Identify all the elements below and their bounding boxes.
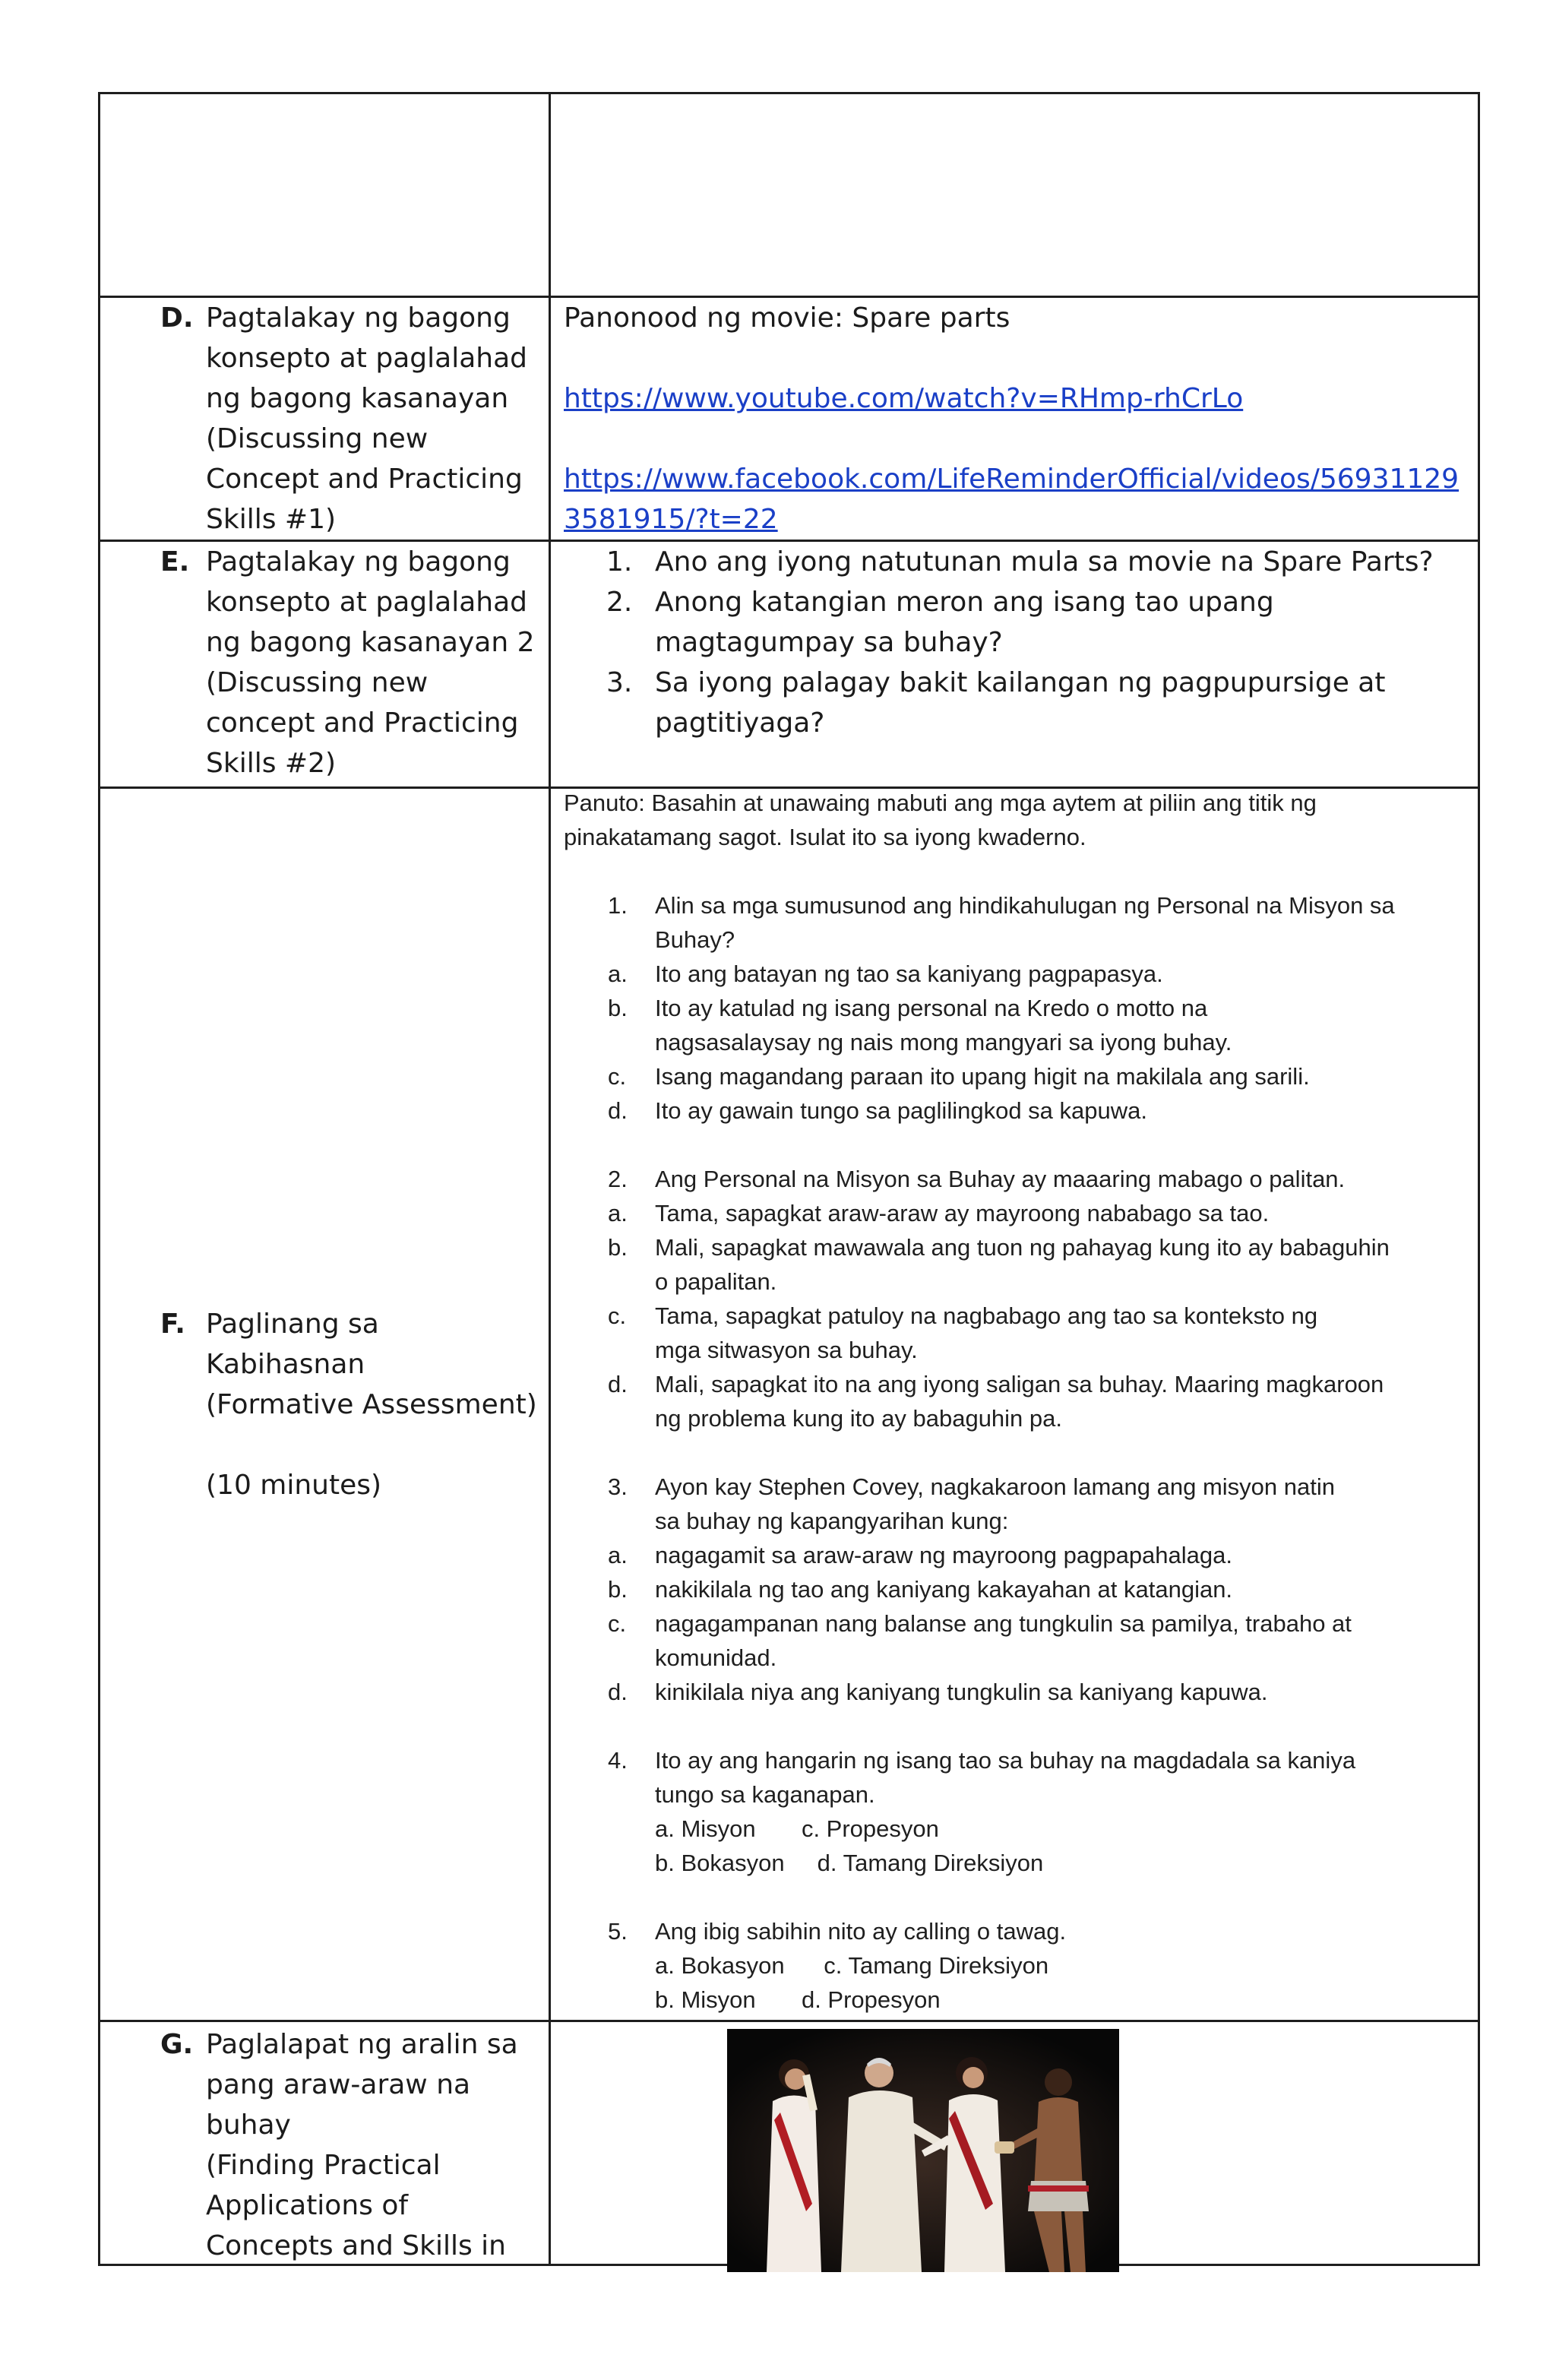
label-line: Paglinang sa <box>206 1309 379 1340</box>
label-line: buhay <box>206 2109 291 2141</box>
label-line: ng bagong kasanayan 2 <box>206 627 535 658</box>
item-stem: Buhay? <box>655 926 735 953</box>
choice-text: mga sitwasyon sa buhay. <box>655 1337 918 1363</box>
choice-text: Ito ay gawain tungo sa paglilingkod sa kapuwa. <box>655 1097 1147 1124</box>
choice-text: Tama, sapagkat patuloy na nagbabago ang tao sa konteksto ng <box>655 1302 1318 1329</box>
row-letter: E. <box>160 546 190 578</box>
choice-mark: b. <box>608 1234 628 1261</box>
label-line: pang araw-araw na <box>206 2069 471 2100</box>
question-number: 3. <box>606 667 633 698</box>
facebook-link-line2[interactable]: 3581915/?t=22 <box>564 504 778 535</box>
choice-mark: d. <box>608 1679 628 1705</box>
question-text: Ano ang iyong natutunan mula sa movie na Spare Parts? <box>655 546 1434 578</box>
choice-text: kinikilala niya ang kaniyang tungkulin sa kaniyang kapuwa. <box>655 1679 1268 1705</box>
item-number: 3. <box>608 1473 628 1500</box>
label-line: (Formative Assessment) <box>206 1389 537 1420</box>
choice-text: komunidad. <box>655 1644 777 1671</box>
label-line: konsepto at paglalahad <box>206 343 527 374</box>
label-line: Pagtalakay ng bagong <box>206 546 511 578</box>
question-text: magtagumpay sa buhay? <box>655 627 1003 658</box>
award-ceremony-photo <box>727 2029 1119 2272</box>
item-number: 1. <box>608 892 628 919</box>
label-line: Paglalapat ng aralin sa <box>206 2029 518 2060</box>
label-line: (Discussing new <box>206 423 429 454</box>
row-divider <box>98 2020 1480 2022</box>
label-line: (Finding Practical <box>206 2150 441 2181</box>
choice-text: Mali, sapagkat mawawala ang tuon ng pahayag kung ito ay babaguhin <box>655 1234 1390 1261</box>
choice-mark: b. <box>608 1576 628 1603</box>
item-number: 5. <box>608 1918 628 1945</box>
label-line: (Discussing new <box>206 667 429 698</box>
row-letter: G. <box>160 2029 194 2060</box>
choice-text: nakikilala ng tao ang kaniyang kakayahan at katangian. <box>655 1576 1233 1603</box>
option-row: b. Misyon d. Propesyon <box>655 1986 941 2013</box>
row-d-content <box>0 298 1556 541</box>
item-stem: Ito ay ang hangarin ng isang tao sa buhay na magdadala sa kaniya <box>655 1747 1356 1774</box>
choice-text: Ito ang batayan ng tao sa kaniyang pagpapasya. <box>655 961 1163 987</box>
question-text: Anong katangian meron ang isang tao upang <box>655 587 1274 618</box>
choice-mark: b. <box>608 995 628 1021</box>
option-row: a. Misyon c. Propesyon <box>655 1815 939 1842</box>
item-number: 4. <box>608 1747 628 1774</box>
choice-mark: a. <box>608 1542 628 1568</box>
label-line: Skills #2) <box>206 748 337 779</box>
item-stem: tungo sa kaganapan. <box>655 1781 875 1808</box>
choice-text: Tama, sapagkat araw-araw ay mayroong nababago sa tao. <box>655 1200 1270 1226</box>
table-border-top <box>98 92 1480 94</box>
question-text: pagtitiyaga? <box>655 707 825 739</box>
label-line: Concepts and Skills in <box>206 2230 506 2261</box>
question-number: 1. <box>606 546 633 578</box>
row-e-questions <box>0 542 1556 785</box>
choice-text: ng problema kung ito ay babaguhin pa. <box>655 1405 1063 1432</box>
item-stem: Alin sa mga sumusunod ang hindikahulugan ng Personal na Misyon sa <box>655 892 1395 919</box>
label-line: konsepto at paglalahad <box>206 587 527 618</box>
row-g-label <box>98 2024 546 2275</box>
row-label-text <box>206 2024 540 2266</box>
item-stem: Ang ibig sabihin nito ay calling o tawag. <box>655 1918 1067 1945</box>
choice-text: o papalitan. <box>655 1268 777 1295</box>
instructions-line: Panuto: Basahin at unawaing mabuti ang mga aytem at piliin ang titik ng <box>564 790 1317 816</box>
item-stem: Ayon kay Stephen Covey, nagkakaroon lamang ang misyon natin <box>655 1473 1335 1500</box>
option-row: a. Bokasyon c. Tamang Direksiyon <box>655 1952 1049 1979</box>
question-text: Sa iyong palagay bakit kailangan ng pagpupursige at <box>655 667 1386 698</box>
youtube-link[interactable]: https://www.youtube.com/watch?v=RHmp-rhCrLo <box>564 383 1244 414</box>
label-line: concept and Practicing <box>206 707 519 739</box>
choice-text: nagagampanan nang balanse ang tungkulin sa pamilya, trabaho at <box>655 1610 1352 1637</box>
question-number: 2. <box>606 587 633 618</box>
formative-assessment <box>0 786 1556 2017</box>
movie-title: Panonood ng movie: Spare parts <box>564 302 1010 334</box>
facebook-link-line1[interactable]: https://www.facebook.com/LifeReminderOfficial/videos/56931129 <box>564 464 1460 495</box>
item-stem: Ang Personal na Misyon sa Buhay ay maaaring mabago o palitan. <box>655 1166 1346 1192</box>
label-line: Pagtalakay ng bagong <box>206 302 511 334</box>
choice-text: Mali, sapagkat ito na ang iyong saligan sa buhay. Maaring magkaroon <box>655 1371 1384 1397</box>
choice-mark: d. <box>608 1371 628 1397</box>
choice-mark: a. <box>608 1200 628 1226</box>
choice-mark: c. <box>608 1063 627 1090</box>
option-row: b. Bokasyon d. Tamang Direksiyon <box>655 1850 1044 1876</box>
label-line: Concept and Practicing <box>206 464 523 495</box>
choice-text: Ito ay katulad ng isang personal na Kredo o motto na <box>655 995 1208 1021</box>
label-time: (10 minutes) <box>206 1470 382 1501</box>
choice-text: nagsasalaysay ng nais mong mangyari sa iyong buhay. <box>655 1029 1232 1055</box>
choice-text: Isang magandang paraan ito upang higit na makilala ang sarili. <box>655 1063 1310 1090</box>
choice-mark: a. <box>608 961 628 987</box>
instructions-line: pinakatamang sagot. Isulat ito sa iyong kwaderno. <box>564 824 1086 850</box>
label-line: Applications of <box>206 2190 409 2221</box>
label-line: ng bagong kasanayan <box>206 383 509 414</box>
choice-mark: d. <box>608 1097 628 1124</box>
label-line: Skills #1) <box>206 504 337 535</box>
item-number: 2. <box>608 1166 628 1192</box>
choice-mark: c. <box>608 1610 627 1637</box>
award-ceremony-illustration <box>727 2029 1119 2272</box>
award-object <box>995 2141 1014 2154</box>
choice-text: nagagamit sa araw-araw ng mayroong pagpapahalaga. <box>655 1542 1232 1568</box>
label-line: Kabihasnan <box>206 1349 365 1380</box>
row-letter: D. <box>160 302 194 334</box>
choice-mark: c. <box>608 1302 627 1329</box>
item-stem: sa buhay ng kapangyarihan kung: <box>655 1508 1009 1534</box>
row-letter: F. <box>160 1309 185 1340</box>
